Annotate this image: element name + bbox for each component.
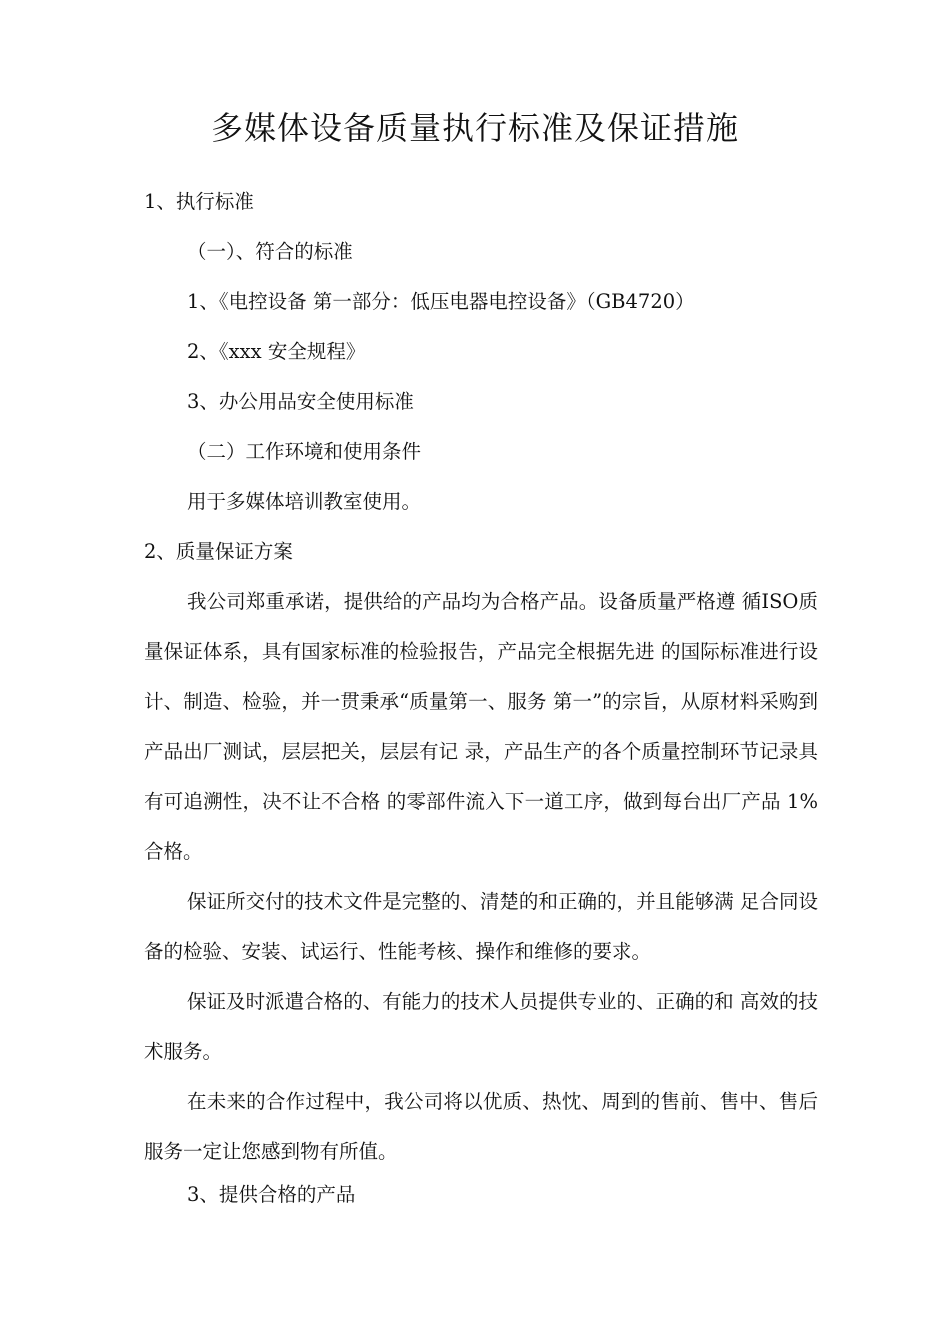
subsection-1-heading: （一）、符合的标准 xyxy=(187,240,353,263)
section-1-heading: 1、执行标准 xyxy=(144,190,254,213)
quality-paragraph-2: 保证所交付的技术文件是完整的、清楚的和正确的，并且能够满 足合同设备的检验、安装、试运行、性能考核、操作和维修的要求。 xyxy=(144,890,818,963)
document-title: 多媒体设备质量执行标准及保证措施 xyxy=(210,109,739,147)
usage-text: 用于多媒体培训教室使用。 xyxy=(187,490,422,513)
section-2-heading: 2、质量保证方案 xyxy=(144,540,293,563)
standard-item-3: 3、办公用品安全使用标准 xyxy=(187,390,414,413)
standard-item-2: 2、《xxx 安全规程》 xyxy=(187,340,366,363)
standard-item-1: 1、《电控设备 第一部分：低压电器电控设备》（GB4720） xyxy=(187,290,695,313)
section-3-heading: 3、提供合格的产品 xyxy=(187,1183,356,1206)
quality-paragraph-4: 在未来的合作过程中，我公司将以优质、热忱、周到的售前、售中、售后服务一定让您感到物有所值。 xyxy=(144,1090,818,1163)
quality-paragraph-1: 我公司郑重承诺，提供给的产品均为合格产品。设备质量严格遵 循ISO质量保证体系，具有国家标准的检验报告，产品完全根据先进 的国际标准进行设计、制造、检验，并一贯秉承“质量第一、服务 第一”的宗旨，从原材料采购到产品出厂测试，层层把关，层层有记 录，产品生产的各个质量控制环节记录具有可追溯性，决不让不合格 的零部件流入下一道工序，做到每台出厂产品 1%合格。 xyxy=(144,590,818,863)
quality-paragraph-3: 保证及时派遣合格的、有能力的技术人员提供专业的、正确的和 高效的技术服务。 xyxy=(144,990,818,1063)
subsection-2-heading: （二）工作环境和使用条件 xyxy=(187,440,422,463)
